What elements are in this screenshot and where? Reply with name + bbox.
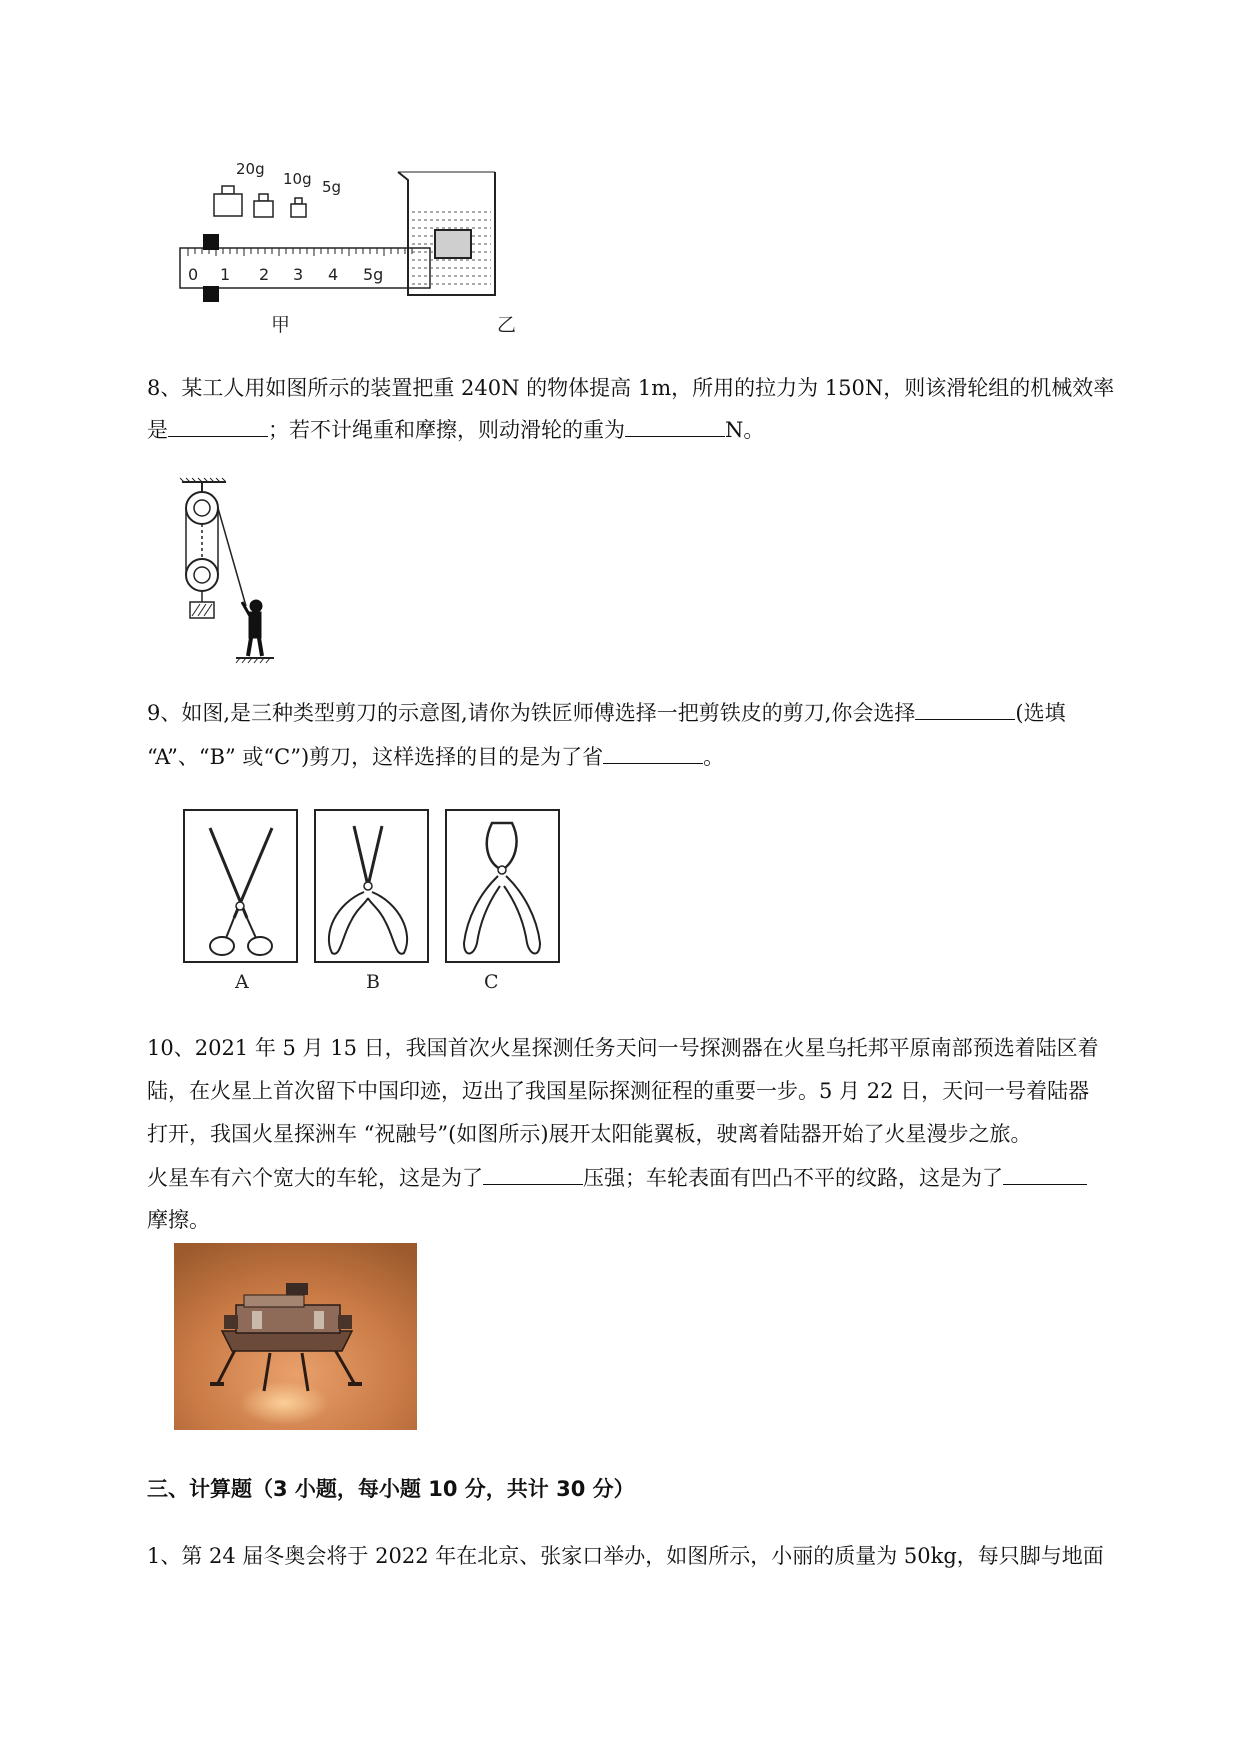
weight-label-10g: 10g xyxy=(283,170,312,188)
q10-line2: 陆，在火星上首次留下中国印迹，迈出了我国星际探测征程的重要一步。5 月 22 日，天问一号着陆器 xyxy=(147,1079,1090,1103)
scale-tick-3: 3 xyxy=(293,265,304,284)
figure-label-jia: 甲 xyxy=(271,314,291,336)
scissors-c-icon xyxy=(446,810,559,962)
q9-text-d: 。 xyxy=(703,745,725,769)
scissors-b-icon xyxy=(315,810,428,962)
scale-tick-5g: 5g xyxy=(363,265,384,284)
q10-line5: 摩擦。 xyxy=(147,1208,210,1232)
mars-lander-photo xyxy=(174,1243,417,1430)
q10-line3: 打开，我国火星探洲车 “祝融号”(如图所示)展开太阳能翼板，驶离着陆器开始了火星漫步之旅。 xyxy=(147,1122,1032,1146)
scale-tick-4: 4 xyxy=(328,265,339,284)
q10-line4 xyxy=(147,1154,1157,1202)
q9-line2 xyxy=(147,733,1157,781)
weight-20g-icon xyxy=(214,186,242,216)
q9-blank-purpose[interactable] xyxy=(603,739,703,764)
q10-blank-pressure[interactable] xyxy=(483,1160,583,1185)
section3-title: 三、计算题（3 小题，每小题 10 分，共计 30 分） xyxy=(147,1477,635,1501)
q9-text-c: “A”、“B” 或“C”)剪刀，这样选择的目的是为了省 xyxy=(147,745,604,769)
fixed-pulley-icon xyxy=(186,492,218,524)
movable-pulley-icon xyxy=(186,559,218,591)
q10-blank-friction[interactable] xyxy=(1003,1160,1087,1185)
q8-text-c: N。 xyxy=(725,418,765,442)
worker-icon xyxy=(242,600,262,656)
q10-line1: 10、2021 年 5 月 15 日，我国首次火星探测任务天问一号探测器在火星乌托邦平原南部预选着陆区着 xyxy=(147,1036,1099,1060)
q9-line1 xyxy=(147,689,1157,737)
scissors-label-b: B xyxy=(366,971,380,993)
scissors-label-a: A xyxy=(235,971,249,993)
scale-ruler xyxy=(180,234,430,302)
q9-text-b: (选填 xyxy=(1015,701,1066,725)
q8-line1: 8、某工人用如图所示的装置把重 240N 的物体提高 1m，所用的拉力为 150N，则该滑轮组的机械效率 xyxy=(147,376,1115,400)
calc-q1-line1: 1、第 24 届冬奥会将于 2022 年在北京、张家口举办，如图所示，小丽的质量为 50kg，每只脚与地面 xyxy=(147,1544,1104,1568)
figure-label-yi: 乙 xyxy=(497,314,517,336)
scale-tick-1: 1 xyxy=(220,265,231,284)
q8-text-a: 是 xyxy=(147,418,168,442)
q9-blank-choice[interactable] xyxy=(915,695,1015,720)
q10-text-a: 火星车有六个宽大的车轮，这是为了 xyxy=(147,1166,483,1190)
scale-tick-0: 0 xyxy=(188,265,199,284)
scissors-label-c: C xyxy=(484,971,499,993)
q8-blank-pulley-weight[interactable] xyxy=(625,412,725,437)
weight-label-5g: 5g xyxy=(322,178,342,196)
weight-label-20g: 20g xyxy=(236,160,265,178)
scissors-a-icon xyxy=(184,810,297,962)
q8-blank-efficiency[interactable] xyxy=(168,412,268,437)
scissors-figure xyxy=(182,808,562,968)
q8-line2 xyxy=(147,406,1157,454)
weight-10g-icon xyxy=(254,194,273,217)
pulley-system-figure xyxy=(178,478,278,663)
q10-text-b: 压强；车轮表面有凹凸不平的纹路，这是为了 xyxy=(583,1166,1003,1190)
rider-bottom xyxy=(203,286,219,302)
balance-figure xyxy=(170,150,590,325)
q8-text-b: ；若不计绳重和摩擦，则动滑轮的重为 xyxy=(268,418,625,442)
q9-text-a: 9、如图,是三种类型剪刀的示意图,请你为铁匠师傅选择一把剪铁皮的剪刀,你会选择 xyxy=(147,701,916,725)
scale-tick-2: 2 xyxy=(259,265,270,284)
weight-5g-icon xyxy=(291,198,306,217)
rider-top xyxy=(203,234,219,250)
